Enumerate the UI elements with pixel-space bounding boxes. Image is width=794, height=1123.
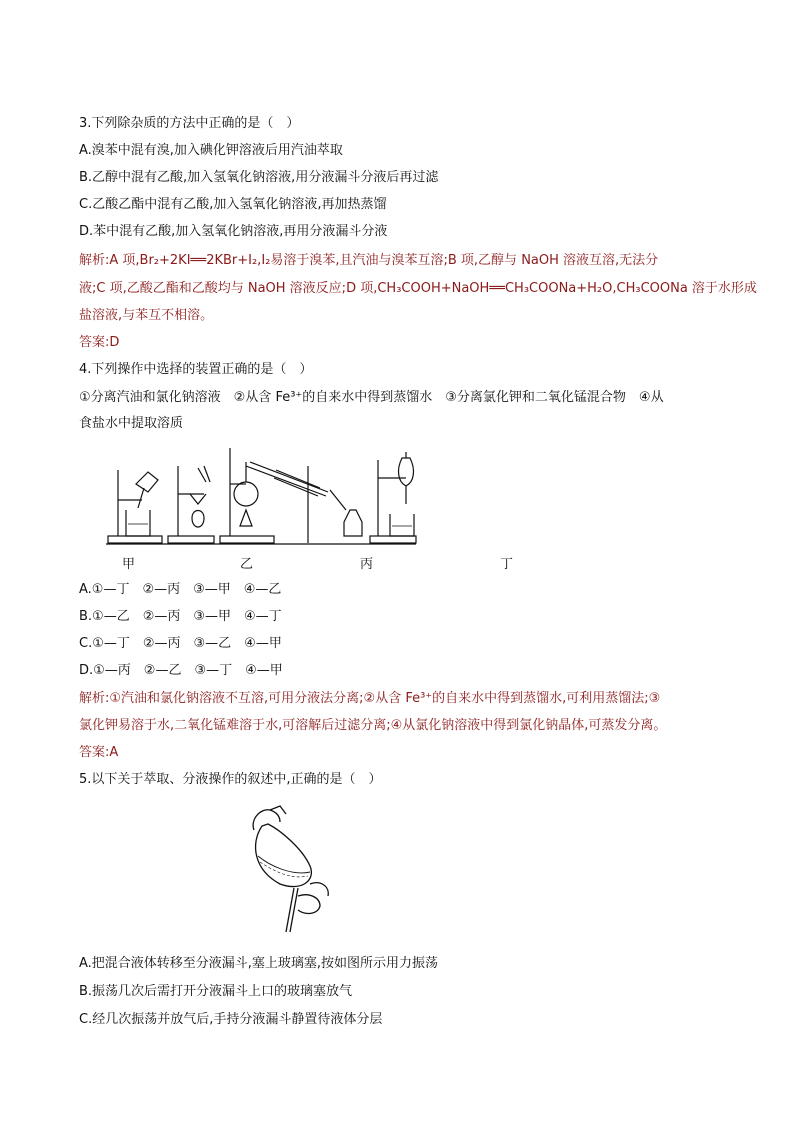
funnel-body-icon xyxy=(256,824,312,887)
funnel-stem-icon xyxy=(286,888,294,932)
q5-option-c: C.经几次振荡并放气后,手持分液漏斗静置待液体分层 xyxy=(79,1012,383,1027)
lab-apparatus-figure xyxy=(100,438,430,550)
apparatus-ding-icon xyxy=(370,452,416,543)
q3-analysis-line-2: 液;C 项,乙酸乙酯和乙酸均与 NaOH 溶液反应;D 项,CH₃COOH+NaOH══CH₃COONa+H₂O,CH₃COONa 溶于水形成 xyxy=(79,281,757,296)
q4-analysis-line-1: 解析:①汽油和氯化钠溶液不互溶,可用分液法分离;②从含 Fe³⁺的自来水中得到蒸馏水,可利用蒸馏法;③ xyxy=(79,691,661,706)
apparatus-yi-icon xyxy=(168,466,214,543)
q4-analysis-line-2: 氯化钾易溶于水,二氧化锰难溶于水,可溶解后过滤分离;④从氯化钠溶液中得到氯化钠晶体,可蒸发分离。 xyxy=(79,718,667,733)
q3-analysis-line-3: 盐溶液,与苯互不相溶。 xyxy=(79,308,214,323)
separatory-funnel-shaking-figure xyxy=(240,800,340,940)
q3-option-a: A.溴苯中混有溴,加入碘化钾溶液后用汽油萃取 xyxy=(79,143,343,158)
upper-hand-icon xyxy=(253,810,280,830)
q4-stem: 4.下列操作中选择的装置正确的是（ ） xyxy=(79,362,313,377)
q4-option-b: B.①—乙 ②—丙 ③—甲 ④—丁 xyxy=(79,609,282,624)
q5-option-b: B.振荡几次后需打开分液漏斗上口的玻璃塞放气 xyxy=(79,984,353,999)
apparatus-jia-icon xyxy=(108,470,162,543)
lower-hand-icon xyxy=(298,895,320,914)
q4-option-c: C.①—丁 ②—丙 ③—乙 ④—甲 xyxy=(79,636,282,651)
q4-answer: 答案:A xyxy=(79,745,119,760)
figure-label-bing: 丙 xyxy=(360,557,374,572)
q3-answer: 答案:D xyxy=(79,335,120,350)
q4-option-a: A.①—丁 ②—丙 ③—甲 ④—乙 xyxy=(79,582,282,597)
q3-option-d: D.苯中混有乙酸,加入氢氧化钠溶液,再用分液漏斗分液 xyxy=(79,224,388,239)
figure-label-jia: 甲 xyxy=(122,557,136,572)
q3-option-b: B.乙醇中混有乙酸,加入氢氧化钠溶液,用分液漏斗分液后再过滤 xyxy=(79,170,439,185)
figure-label-ding: 丁 xyxy=(500,557,514,572)
apparatus-bing-icon xyxy=(220,448,362,543)
q4-desc-line-2: 食盐水中提取溶质 xyxy=(79,416,184,431)
q4-option-d: D.①—丙 ②—乙 ③—丁 ④—甲 xyxy=(79,663,283,678)
q3-stem: 3.下列除杂质的方法中正确的是（ ） xyxy=(79,116,300,131)
q3-analysis-line-1: 解析:A 项,Br₂+2KI══2KBr+I₂,I₂易溶于溴苯,且汽油与溴苯互溶;B 项,乙醇与 NaOH 溶液互溶,无法分 xyxy=(79,253,659,268)
q5-option-a: A.把混合液体转移至分液漏斗,塞上玻璃塞,按如图所示用力振荡 xyxy=(79,956,439,971)
q3-option-c: C.乙酸乙酯中混有乙酸,加入氢氧化钠溶液,再加热蒸馏 xyxy=(79,197,387,212)
q4-desc-line-1: ①分离汽油和氯化钠溶液 ②从含 Fe³⁺的自来水中得到蒸馏水 ③分离氯化钾和二氧化锰混合物 ④从 xyxy=(79,390,664,405)
figure-label-yi: 乙 xyxy=(240,557,254,572)
q5-stem: 5.以下关于萃取、分液操作的叙述中,正确的是（ ） xyxy=(79,772,382,787)
